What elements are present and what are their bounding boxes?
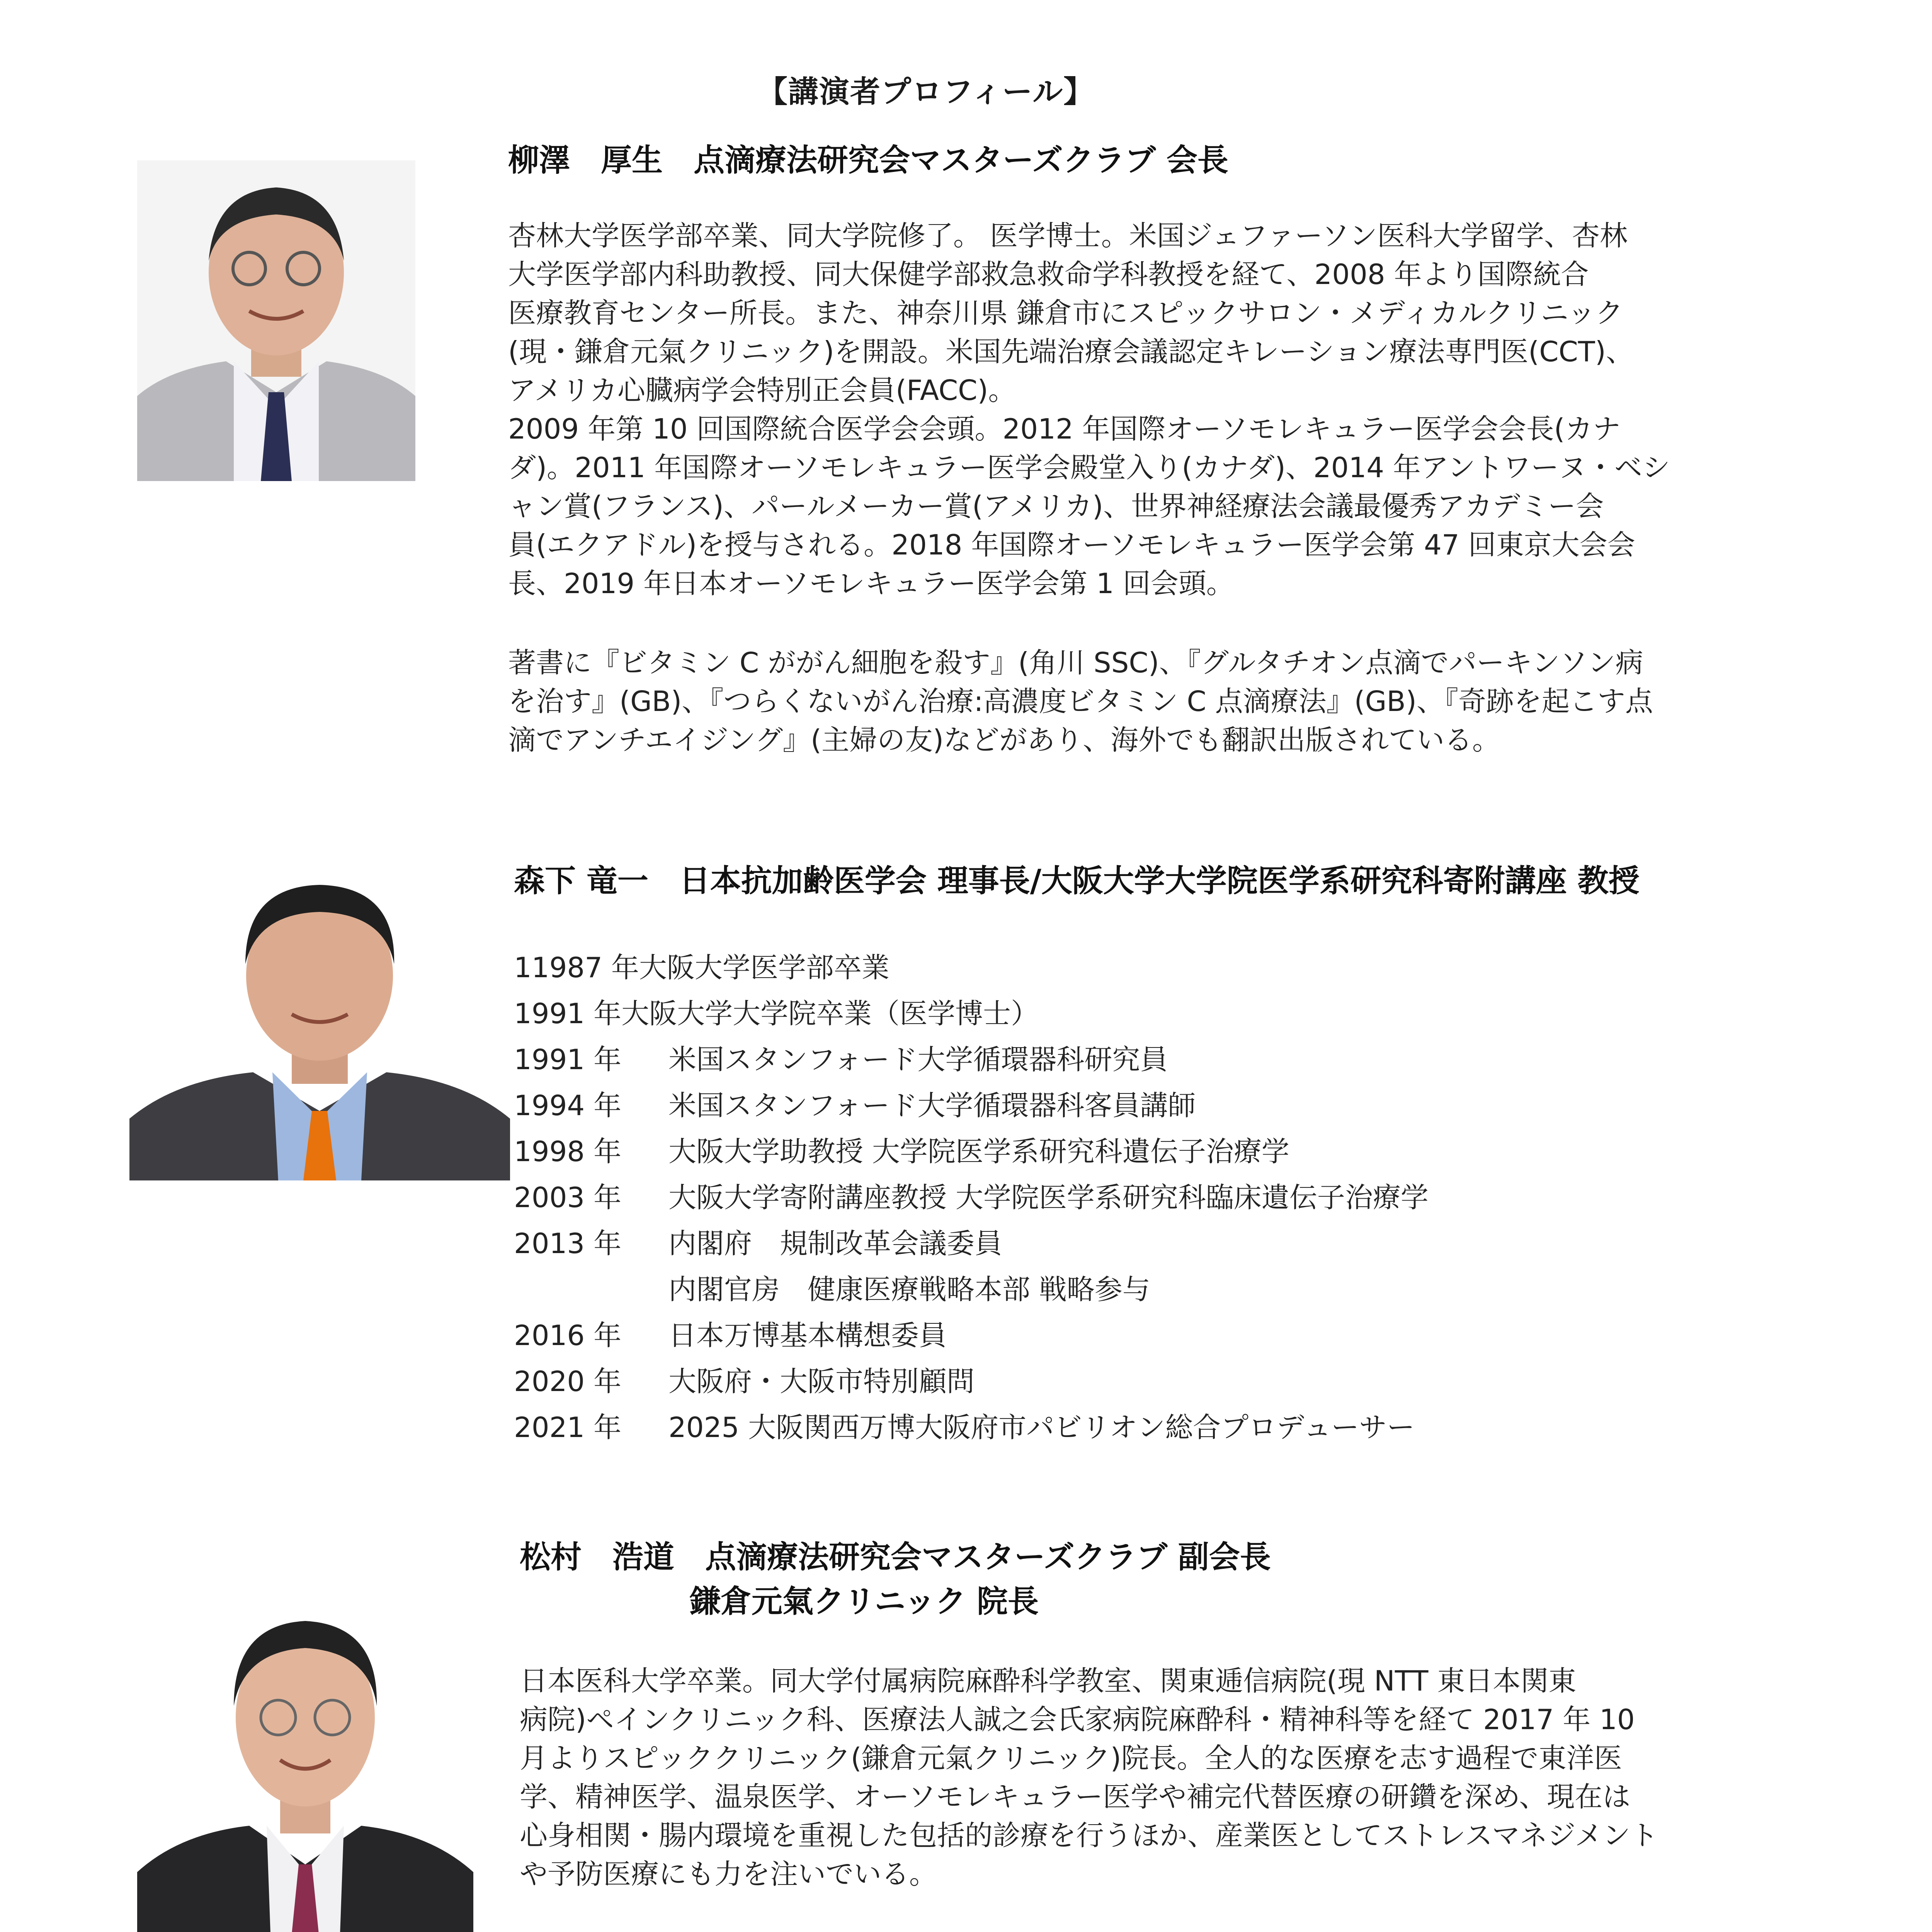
timeline-text: 2025 大阪関西万博大阪府市パビリオン総合プロデューサー — [668, 1411, 1415, 1444]
timeline-year: 1998 年 — [514, 1135, 622, 1168]
timeline-row — [514, 1221, 1429, 1267]
timeline-text: 米国スタンフォード大学循環器科客員講師 — [668, 1089, 1196, 1122]
timeline-row — [514, 1037, 1429, 1083]
timeline-text: 大阪大学寄附講座教授 大学院医学系研究科臨床遺伝子治療学 — [668, 1181, 1429, 1214]
timeline-text: 内閣官房 健康医療戦略本部 戦略参与 — [668, 1273, 1150, 1306]
timeline-row — [514, 1129, 1429, 1175]
timeline-row — [514, 1267, 1429, 1313]
speaker2-heading: 森下 竜一 日本抗加齢医学会 理事長/大阪大学大学院医学系研究科寄附講座 教授 — [514, 863, 1639, 899]
career-line: 11987 年大阪大学医学部卒業 — [514, 951, 889, 984]
speaker3-photo — [137, 1578, 473, 1932]
speaker1-photo — [137, 160, 415, 481]
timeline-year: 1991 年 — [514, 1043, 622, 1076]
speaker1-bio: 杏林大学医学部卒業、同大学院修了。 医学博士。米国ジェファーソン医科大学留学、杏林 大学医学部内科助教授、同大保健学部救急救命学科教授を経て、2008 年より国際統合 医療教育センター所長。また、神奈川県 鎌倉市にスピックサロン・メディカルクリニック (現・鎌倉元氣クリニック)を開設。米国先端治療会議認定キレーション療法専門医(CCT)、 アメリカ心臓病学会特別正会員(FACC)。 2009 年第 10 回国際統合医学会会頭。2012 年国際オーソモレキュラー医学会会長(カナ ダ)。2011 年国際オーソモレキュラー医学会殿堂入り(カナダ)、2014 年アントワーヌ・ベシ ャン賞(フランス)、パールメーカー賞(アメリカ)、世界神経療法会議最優秀アカデミー会 員(エクアドル)を授与される。2018 年国際オーソモレキュラー医学会第 47 回東京大会会 長、2019 年日本オーソモレキュラー医学会第 1 回会頭。 — [508, 219, 1670, 600]
timeline-row — [514, 1313, 1429, 1359]
speaker3-subheading: 鎌倉元氣クリニック 院長 — [690, 1583, 1039, 1619]
speaker2-photo — [129, 848, 510, 1180]
speaker1-books: 著書に『ビタミン C ががん細胞を殺す』(角川 SSC)、『グルタチオン点滴でパーキンソン病 を治す』(GB)、『つらくないがん治療:高濃度ビタミン C 点滴療法』(GB)、『奇跡を起こす点 滴でアンチエイジング』(主婦の友)などがあり、海外でも翻訳出版されている。 — [508, 646, 1653, 756]
timeline-text: 大阪大学助教授 大学院医学系研究科遺伝子治療学 — [668, 1135, 1289, 1168]
timeline-text: 日本万博基本構想委員 — [668, 1319, 947, 1352]
timeline-year: 2021 年 — [514, 1411, 622, 1444]
timeline-year — [514, 1267, 668, 1313]
timeline-text: 大阪府・大阪市特別顧問 — [668, 1365, 975, 1398]
timeline-text: 内閣府 規制改革会議委員 — [668, 1227, 1003, 1260]
timeline-row — [514, 1405, 1429, 1451]
page-title: 【講演者プロフィール】 — [757, 75, 1095, 109]
timeline-row — [514, 1175, 1429, 1221]
career-line: 1991 年大阪大学大学院卒業（医学博士） — [514, 997, 1039, 1030]
speaker2-career — [514, 945, 1429, 1451]
timeline-year: 2016 年 — [514, 1319, 622, 1352]
speaker1-heading: 柳澤 厚生 点滴療法研究会マスターズクラブ 会長 — [508, 142, 1228, 178]
timeline-year: 2020 年 — [514, 1365, 622, 1398]
timeline-row — [514, 1083, 1429, 1129]
timeline-year: 2003 年 — [514, 1181, 622, 1214]
timeline-year: 1994 年 — [514, 1089, 622, 1122]
timeline-text: 米国スタンフォード大学循環器科研究員 — [668, 1043, 1168, 1076]
timeline-year: 2013 年 — [514, 1227, 622, 1260]
speaker3-heading: 松村 浩道 点滴療法研究会マスターズクラブ 副会長 — [520, 1539, 1271, 1575]
timeline-row — [514, 1359, 1429, 1405]
speaker3-bio: 日本医科大学卒業。同大学付属病院麻酔科学教室、関東逓信病院(現 NTT 東日本関東 病院)ペインクリニック科、医療法人誠之会氏家病院麻酔科・精神科等を経て 2017 年 10 月よりスピッククリニック(鎌倉元氣クリニック)院長。全人的な医療を志す過程で東洋医 学、精神医学、温泉医学、オーソモレキュラー医学や補完代替医療の研鑽を深め、現在は 心身相関・腸内環境を重視した包括的診療を行うほか、産業医としてストレスマネジメント や予防医療にも力を注いでいる。 — [520, 1665, 1658, 1890]
